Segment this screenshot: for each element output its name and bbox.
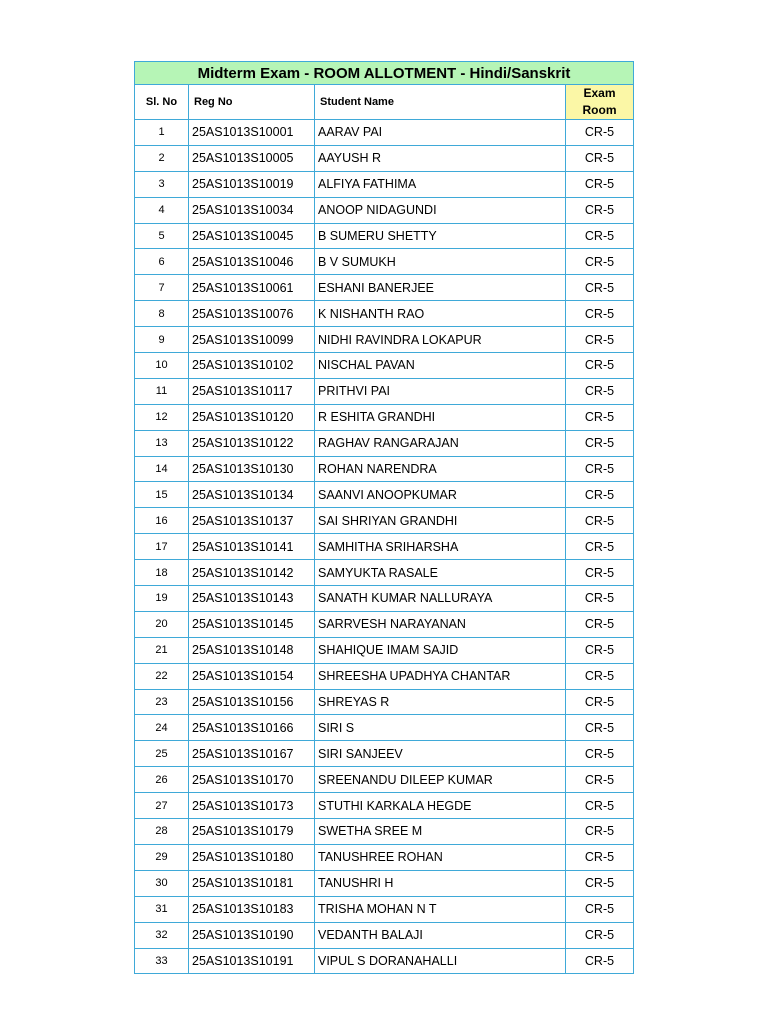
table-row [135, 663, 634, 689]
cell-exam-room: CR-5 [566, 663, 634, 689]
table-row [135, 301, 634, 327]
cell-exam-room: CR-5 [566, 767, 634, 793]
cell-exam-room: CR-5 [566, 197, 634, 223]
cell-student-name: SARRVESH NARAYANAN [315, 611, 566, 637]
table-row [135, 586, 634, 612]
cell-reg-no: 25AS1013S10102 [189, 353, 315, 379]
cell-student-name: PRITHVI PAI [315, 378, 566, 404]
cell-exam-room: CR-5 [566, 327, 634, 353]
cell-student-name: TANUSHREE ROHAN [315, 844, 566, 870]
cell-exam-room: CR-5 [566, 353, 634, 379]
cell-student-name: RAGHAV RANGARAJAN [315, 430, 566, 456]
cell-reg-no: 25AS1013S10005 [189, 145, 315, 171]
cell-sl-no: 17 [135, 534, 189, 560]
cell-student-name: SHREESHA UPADHYA CHANTAR [315, 663, 566, 689]
table-row [135, 378, 634, 404]
cell-sl-no: 15 [135, 482, 189, 508]
cell-student-name: VIPUL S DORANAHALLI [315, 948, 566, 974]
cell-student-name: B SUMERU SHETTY [315, 223, 566, 249]
cell-student-name: SIRI SANJEEV [315, 741, 566, 767]
cell-reg-no: 25AS1013S10142 [189, 560, 315, 586]
cell-reg-no: 25AS1013S10166 [189, 715, 315, 741]
cell-sl-no: 21 [135, 637, 189, 663]
cell-exam-room: CR-5 [566, 611, 634, 637]
table-row [135, 223, 634, 249]
table-row [135, 404, 634, 430]
table-row [135, 741, 634, 767]
cell-exam-room: CR-5 [566, 275, 634, 301]
cell-student-name: SAMHITHA SRIHARSHA [315, 534, 566, 560]
cell-exam-room: CR-5 [566, 301, 634, 327]
cell-reg-no: 25AS1013S10134 [189, 482, 315, 508]
cell-exam-room: CR-5 [566, 560, 634, 586]
table-row [135, 870, 634, 896]
cell-exam-room: CR-5 [566, 715, 634, 741]
table-row [135, 249, 634, 275]
cell-reg-no: 25AS1013S10190 [189, 922, 315, 948]
cell-reg-no: 25AS1013S10130 [189, 456, 315, 482]
cell-reg-no: 25AS1013S10191 [189, 948, 315, 974]
cell-exam-room: CR-5 [566, 482, 634, 508]
cell-exam-room: CR-5 [566, 120, 634, 146]
column-header-student-name: Student Name [315, 85, 566, 120]
cell-student-name: SIRI S [315, 715, 566, 741]
cell-exam-room: CR-5 [566, 223, 634, 249]
cell-exam-room: CR-5 [566, 896, 634, 922]
cell-reg-no: 25AS1013S10148 [189, 637, 315, 663]
cell-exam-room: CR-5 [566, 637, 634, 663]
cell-reg-no: 25AS1013S10137 [189, 508, 315, 534]
cell-sl-no: 12 [135, 404, 189, 430]
cell-sl-no: 6 [135, 249, 189, 275]
cell-exam-room: CR-5 [566, 586, 634, 612]
cell-sl-no: 1 [135, 120, 189, 146]
cell-reg-no: 25AS1013S10170 [189, 767, 315, 793]
cell-student-name: SWETHA SREE M [315, 819, 566, 845]
table-row [135, 275, 634, 301]
cell-reg-no: 25AS1013S10173 [189, 793, 315, 819]
table-row [135, 120, 634, 146]
cell-exam-room: CR-5 [566, 404, 634, 430]
cell-exam-room: CR-5 [566, 948, 634, 974]
table-row [135, 197, 634, 223]
cell-sl-no: 31 [135, 896, 189, 922]
cell-student-name: NIDHI RAVINDRA LOKAPUR [315, 327, 566, 353]
table-row [135, 430, 634, 456]
cell-reg-no: 25AS1013S10001 [189, 120, 315, 146]
cell-student-name: SHREYAS R [315, 689, 566, 715]
cell-reg-no: 25AS1013S10120 [189, 404, 315, 430]
cell-reg-no: 25AS1013S10167 [189, 741, 315, 767]
cell-exam-room: CR-5 [566, 793, 634, 819]
table-row [135, 456, 634, 482]
table-row [135, 171, 634, 197]
cell-student-name: SAI SHRIYAN GRANDHI [315, 508, 566, 534]
cell-sl-no: 10 [135, 353, 189, 379]
cell-reg-no: 25AS1013S10061 [189, 275, 315, 301]
table-row [135, 560, 634, 586]
cell-student-name: ALFIYA FATHIMA [315, 171, 566, 197]
cell-sl-no: 14 [135, 456, 189, 482]
cell-sl-no: 28 [135, 819, 189, 845]
cell-sl-no: 24 [135, 715, 189, 741]
cell-exam-room: CR-5 [566, 844, 634, 870]
column-header-reg-no: Reg No [189, 85, 315, 120]
cell-reg-no: 25AS1013S10183 [189, 896, 315, 922]
cell-reg-no: 25AS1013S10156 [189, 689, 315, 715]
cell-sl-no: 20 [135, 611, 189, 637]
table-row [135, 145, 634, 171]
cell-reg-no: 25AS1013S10122 [189, 430, 315, 456]
cell-student-name: NISCHAL PAVAN [315, 353, 566, 379]
cell-sl-no: 32 [135, 922, 189, 948]
table-row [135, 948, 634, 974]
cell-sl-no: 11 [135, 378, 189, 404]
cell-reg-no: 25AS1013S10143 [189, 586, 315, 612]
cell-student-name: ANOOP NIDAGUNDI [315, 197, 566, 223]
cell-reg-no: 25AS1013S10076 [189, 301, 315, 327]
header-row [135, 85, 634, 120]
cell-reg-no: 25AS1013S10046 [189, 249, 315, 275]
cell-exam-room: CR-5 [566, 689, 634, 715]
table-row [135, 482, 634, 508]
table-row [135, 767, 634, 793]
cell-exam-room: CR-5 [566, 922, 634, 948]
cell-student-name: TRISHA MOHAN N T [315, 896, 566, 922]
cell-student-name: TANUSHRI H [315, 870, 566, 896]
cell-student-name: SANATH KUMAR NALLURAYA [315, 586, 566, 612]
cell-student-name: AARAV PAI [315, 120, 566, 146]
cell-sl-no: 18 [135, 560, 189, 586]
table-row [135, 715, 634, 741]
cell-exam-room: CR-5 [566, 430, 634, 456]
cell-reg-no: 25AS1013S10179 [189, 819, 315, 845]
cell-sl-no: 25 [135, 741, 189, 767]
cell-student-name: SAMYUKTA RASALE [315, 560, 566, 586]
cell-reg-no: 25AS1013S10145 [189, 611, 315, 637]
cell-student-name: SAANVI ANOOPKUMAR [315, 482, 566, 508]
table-body [135, 120, 634, 974]
cell-sl-no: 7 [135, 275, 189, 301]
cell-exam-room: CR-5 [566, 456, 634, 482]
cell-sl-no: 22 [135, 663, 189, 689]
cell-sl-no: 33 [135, 948, 189, 974]
table-row [135, 793, 634, 819]
room-allotment-sheet [134, 61, 633, 974]
table-row [135, 353, 634, 379]
cell-sl-no: 5 [135, 223, 189, 249]
cell-sl-no: 23 [135, 689, 189, 715]
cell-exam-room: CR-5 [566, 870, 634, 896]
table-row [135, 819, 634, 845]
cell-reg-no: 25AS1013S10034 [189, 197, 315, 223]
cell-sl-no: 16 [135, 508, 189, 534]
cell-student-name: AAYUSH R [315, 145, 566, 171]
cell-sl-no: 13 [135, 430, 189, 456]
cell-student-name: R ESHITA GRANDHI [315, 404, 566, 430]
table-row [135, 534, 634, 560]
title-row [135, 62, 634, 85]
cell-reg-no: 25AS1013S10181 [189, 870, 315, 896]
cell-reg-no: 25AS1013S10019 [189, 171, 315, 197]
cell-exam-room: CR-5 [566, 741, 634, 767]
cell-student-name: SHAHIQUE IMAM SAJID [315, 637, 566, 663]
cell-student-name: ROHAN NARENDRA [315, 456, 566, 482]
cell-reg-no: 25AS1013S10117 [189, 378, 315, 404]
cell-exam-room: CR-5 [566, 508, 634, 534]
table-row [135, 637, 634, 663]
table-row [135, 327, 634, 353]
table-row [135, 689, 634, 715]
cell-exam-room: CR-5 [566, 378, 634, 404]
page-title: Midterm Exam - ROOM ALLOTMENT - Hindi/Sanskrit [135, 62, 634, 85]
cell-sl-no: 29 [135, 844, 189, 870]
cell-exam-room: CR-5 [566, 819, 634, 845]
column-header-exam-room: Exam Room [566, 85, 634, 120]
column-header-sl-no: Sl. No [135, 85, 189, 120]
cell-student-name: VEDANTH BALAJI [315, 922, 566, 948]
cell-reg-no: 25AS1013S10045 [189, 223, 315, 249]
cell-sl-no: 2 [135, 145, 189, 171]
cell-sl-no: 19 [135, 586, 189, 612]
cell-student-name: K NISHANTH RAO [315, 301, 566, 327]
cell-sl-no: 4 [135, 197, 189, 223]
cell-reg-no: 25AS1013S10154 [189, 663, 315, 689]
table-row [135, 611, 634, 637]
cell-sl-no: 26 [135, 767, 189, 793]
table-row [135, 922, 634, 948]
cell-reg-no: 25AS1013S10099 [189, 327, 315, 353]
cell-sl-no: 8 [135, 301, 189, 327]
table-row [135, 844, 634, 870]
cell-reg-no: 25AS1013S10180 [189, 844, 315, 870]
table-row [135, 508, 634, 534]
table-row [135, 896, 634, 922]
cell-sl-no: 9 [135, 327, 189, 353]
cell-sl-no: 30 [135, 870, 189, 896]
room-allotment-table [134, 61, 634, 974]
cell-student-name: SREENANDU DILEEP KUMAR [315, 767, 566, 793]
cell-reg-no: 25AS1013S10141 [189, 534, 315, 560]
cell-exam-room: CR-5 [566, 249, 634, 275]
cell-sl-no: 27 [135, 793, 189, 819]
cell-exam-room: CR-5 [566, 534, 634, 560]
cell-student-name: ESHANI BANERJEE [315, 275, 566, 301]
cell-sl-no: 3 [135, 171, 189, 197]
cell-exam-room: CR-5 [566, 145, 634, 171]
cell-exam-room: CR-5 [566, 171, 634, 197]
cell-student-name: B V SUMUKH [315, 249, 566, 275]
cell-student-name: STUTHI KARKALA HEGDE [315, 793, 566, 819]
